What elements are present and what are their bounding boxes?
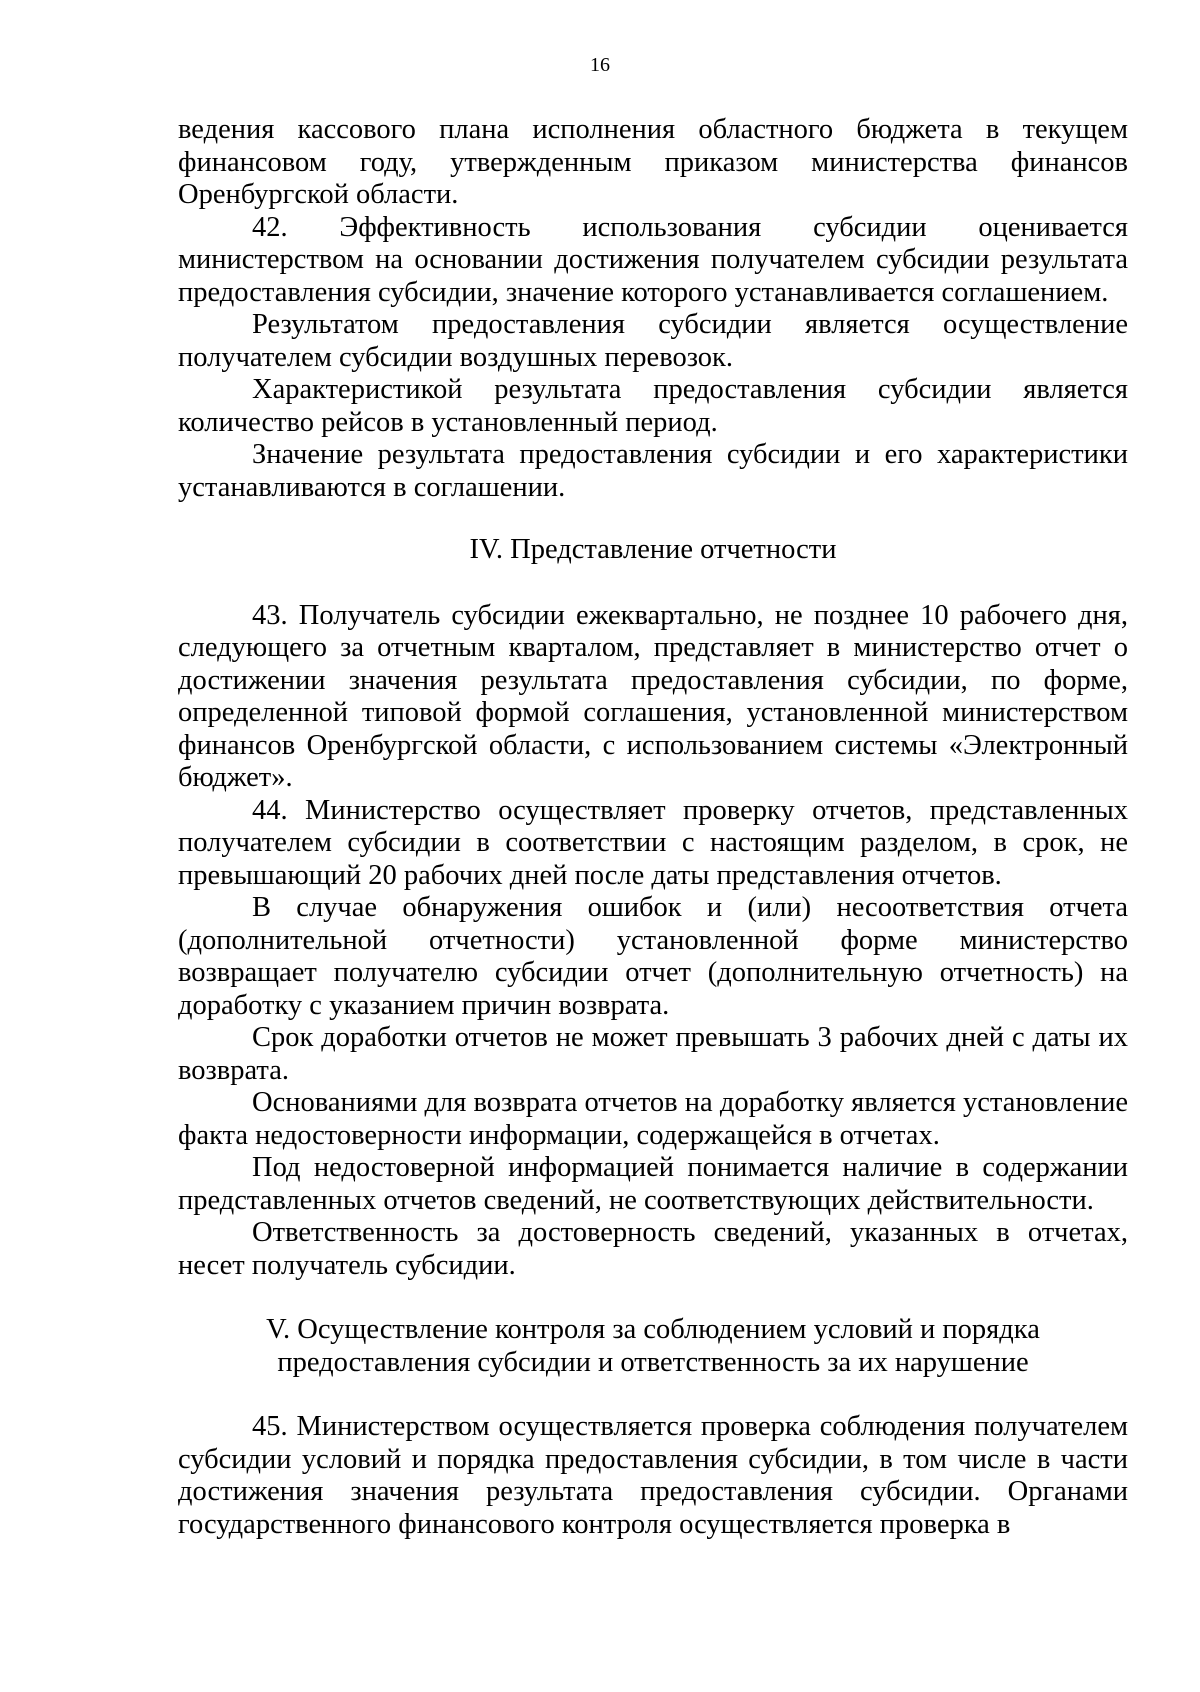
paragraph-errors: В случае обнаружения ошибок и (или) несоответствия отчета (дополнительной отчетности) установленной форме министерство возвращает получателю субсидии отчет (дополнительную отчетность) на доработку с указанием причин возврата. [178, 892, 1128, 1021]
document-body [178, 114, 1128, 1541]
paragraph-44: 44. Министерство осуществляет проверку отчетов, представленных получателем субсидии в соответствии с настоящим разделом, в срок, не превышающий 20 рабочих дней после даты представления отчетов. [178, 794, 1128, 891]
paragraph-continuation: ведения кассового плана исполнения областного бюджета в текущем финансовом году, утвержденным приказом министерства финансов Оренбургской области. [178, 114, 1128, 210]
page-number: 16 [590, 54, 610, 76]
section-4-heading: IV. Представление отчетности [469, 534, 837, 565]
paragraph-revision-period: Срок доработки отчетов не может превышать 3 рабочих дней с даты их возврата. [178, 1022, 1128, 1086]
section-5-heading: V. Осуществление контроля за соблюдением условий и порядка предоставления субсидии и ответственность за их нарушение [266, 1314, 1040, 1378]
paragraph-return-grounds: Основаниями для возврата отчетов на доработку является установление факта недостоверности информации, содержащейся в отчетах. [178, 1087, 1128, 1151]
paragraph-45: 45. Министерством осуществляется проверка соблюдения получателем субсидии условий и порядка предоставления субсидии, в том числе в части достижения значения результата предоставления субсидии. Органами государственного финансового контроля осуществляется проверка в [178, 1411, 1128, 1540]
paragraph-result-value: Значение результата предоставления субсидии и его характеристики устанавливаются в соглашении. [178, 439, 1128, 503]
paragraph-42: 42. Эффективность использования субсидии оценивается министерством на основании достижения получателем субсидии результата предоставления субсидии, значение которого устанавливается соглашением. [178, 211, 1128, 308]
paragraph-characteristic: Характеристикой результата предоставления субсидии является количество рейсов в установленный период. [178, 374, 1128, 438]
paragraph-unreliable-info: Под недостоверной информацией понимается наличие в содержании представленных отчетов сведений, не соответствующих действительности. [178, 1152, 1128, 1216]
paragraph-responsibility: Ответственность за достоверность сведений, указанных в отчетах, несет получатель субсидии. [178, 1217, 1128, 1281]
paragraph-result: Результатом предоставления субсидии является осуществление получателем субсидии воздушных перевозок. [178, 309, 1128, 373]
paragraph-43: 43. Получатель субсидии ежеквартально, не позднее 10 рабочего дня, следующего за отчетным кварталом, представляет в министерство отчет о достижении значения результата предоставления субсидии, по форме, определенной типовой формой соглашения, установленной министерством финансов Оренбургской области, с использованием системы «Электронный бюджет». [178, 599, 1128, 793]
